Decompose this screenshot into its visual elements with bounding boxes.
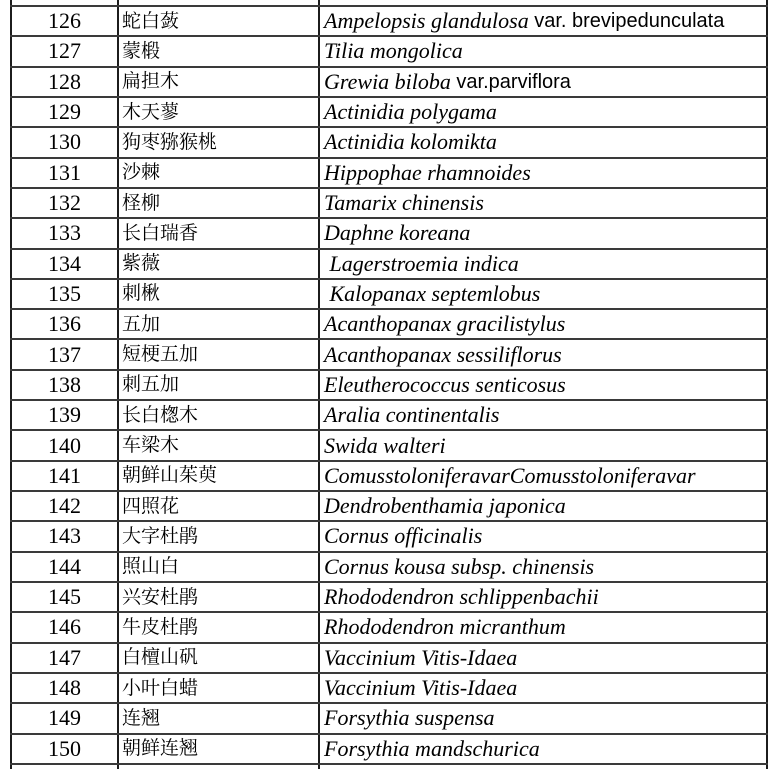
table-row [10,551,768,581]
chinese-name-cell [117,371,318,399]
row-number-cell [10,735,117,763]
latin-name-cell [318,492,768,520]
table-row [10,702,768,732]
table-row [10,369,768,399]
latin-name-italic: Kalopanax septemlobus [324,280,541,306]
chinese-name: 刺五加 [122,374,180,396]
table-row [10,217,768,247]
chinese-name: 车梁木 [122,435,180,457]
row-number-cell [10,219,117,247]
row-number: 148 [48,675,81,701]
species-table [10,0,768,769]
chinese-name-cell [117,735,318,763]
latin-name-italic: Tilia mongolica [324,38,463,64]
row-number: 126 [48,8,81,34]
chinese-name: 小叶白蜡 [122,677,199,699]
latin-name-cell [318,7,768,35]
row-number-cell [10,98,117,126]
latin-name-italic: Swida walteri [324,432,446,458]
chinese-name: 白檀山矾 [122,647,199,669]
row-number: 147 [48,644,81,670]
table-row [10,399,768,429]
table-row [10,460,768,490]
row-number-cell [10,68,117,96]
row-number-cell [10,765,117,769]
latin-name-italic: Vaccinium Vitis-Idaea [324,675,518,701]
chinese-name-cell [117,522,318,550]
latin-name-italic: Grewia biloba [324,68,457,94]
row-number-cell [10,674,117,702]
table-row [10,338,768,368]
chinese-name-cell [117,280,318,308]
row-number: 145 [48,584,81,610]
row-number: 134 [48,250,81,276]
chinese-name-cell [117,0,318,5]
table-row [10,278,768,308]
chinese-name-cell [117,310,318,338]
latin-name-italic: Lagerstroemia indica [324,250,519,276]
row-number: 149 [48,705,81,731]
latin-name-italic: Acanthopanax sessiliflorus [324,341,562,367]
table-row [10,308,768,338]
row-number: 138 [48,371,81,397]
chinese-name: 照山白 [122,556,180,578]
table-row [10,611,768,641]
row-number: 130 [48,129,81,155]
row-number-cell [10,189,117,217]
latin-name-cell [318,280,768,308]
latin-name-italic: Hippophae rhamnoides [324,159,531,185]
row-number-cell [10,522,117,550]
chinese-name: 狗枣猕猴桃 [122,131,218,153]
row-number: 133 [48,220,81,246]
latin-name-italic: Cornus kousa subsp. chinensis [324,553,595,579]
chinese-name: 长白瑞香 [122,222,199,244]
latin-name-italic: ComusstoloniferavarComusstoloniferavar [324,462,696,488]
row-number-cell [10,7,117,35]
row-number-cell [10,704,117,732]
row-number: 136 [48,311,81,337]
table-row [10,126,768,156]
latin-name-cell [318,189,768,217]
latin-name-cell [318,250,768,278]
chinese-name: 长白楤木 [122,404,199,426]
chinese-name: 蛇白蔹 [122,10,180,32]
latin-name-cell [318,613,768,641]
latin-name-cell [318,37,768,65]
chinese-name-cell [117,704,318,732]
chinese-name-cell [117,219,318,247]
row-number: 135 [48,280,81,306]
latin-name-italic: Vaccinium Vitis-Idaea [324,644,518,670]
latin-name-cell [318,644,768,672]
table-row [10,157,768,187]
chinese-name-cell [117,159,318,187]
row-number: 146 [48,614,81,640]
latin-name-cell [318,765,768,769]
chinese-name: 大字杜鹃 [122,525,199,547]
row-number-cell [10,583,117,611]
row-number-cell [10,250,117,278]
chinese-name: 紫薇 [122,253,161,275]
chinese-name: 蒙椴 [122,40,161,62]
latin-name-italic: Aralia continentalis [324,402,500,428]
row-number: 137 [48,341,81,367]
chinese-name-cell [117,189,318,217]
chinese-name-cell [117,7,318,35]
row-number-cell [10,371,117,399]
latin-name-cell [318,68,768,96]
row-number: 141 [48,462,81,488]
table-row [10,187,768,217]
chinese-name: 四照花 [122,495,180,517]
chinese-name: 朝鲜山茱萸 [122,465,218,487]
table-row [10,642,768,672]
table-row [10,520,768,550]
chinese-name-cell [117,250,318,278]
row-number: 128 [48,68,81,94]
row-number-cell [10,613,117,641]
table-row [10,5,768,35]
chinese-name: 扁担木 [122,71,180,93]
latin-name-italic: Ampelopsis glandulosa [324,8,535,34]
partial-row-below [10,763,768,769]
row-number: 129 [48,99,81,125]
chinese-name-cell [117,613,318,641]
chinese-name-cell [117,644,318,672]
latin-name-italic: Dendrobenthamia japonica [324,493,566,519]
latin-name-cell [318,553,768,581]
latin-name-cell [318,735,768,763]
latin-name-upright: var. brevipedunculata [534,10,725,33]
latin-name-cell [318,159,768,187]
row-number-cell [10,280,117,308]
table-row [10,581,768,611]
chinese-name-cell [117,674,318,702]
row-number-cell [10,310,117,338]
latin-name-upright: var.parviflora [456,70,571,93]
chinese-name: 沙棘 [122,162,161,184]
chinese-name-cell [117,462,318,490]
chinese-name-cell [117,340,318,368]
row-number: 140 [48,432,81,458]
row-number-cell [10,37,117,65]
row-number: 131 [48,159,81,185]
chinese-name-cell [117,765,318,769]
row-number-cell [10,644,117,672]
latin-name-cell [318,401,768,429]
chinese-name-cell [117,492,318,520]
latin-name-cell [318,522,768,550]
latin-name-italic: Daphne koreana [324,220,471,246]
row-number-cell [10,0,117,5]
row-number-cell [10,159,117,187]
latin-name-italic: Rhododendron schlippenbachii [324,584,599,610]
row-number: 139 [48,402,81,428]
latin-name-cell [318,128,768,156]
latin-name-cell [318,704,768,732]
table-row [10,96,768,126]
latin-name-italic: Forsythia suspensa [324,705,495,731]
latin-name-cell [318,462,768,490]
chinese-name-cell [117,553,318,581]
chinese-name: 木天蓼 [122,101,180,123]
partial-row-above [10,0,768,5]
chinese-name-cell [117,583,318,611]
row-number-cell [10,401,117,429]
row-number: 142 [48,493,81,519]
latin-name-italic: Actinidia polygama [324,99,497,125]
chinese-name-cell [117,128,318,156]
row-number-cell [10,340,117,368]
row-number-cell [10,492,117,520]
table-row [10,248,768,278]
latin-name-cell [318,219,768,247]
chinese-name: 短梗五加 [122,344,199,366]
latin-name-cell [318,431,768,459]
row-number-cell [10,128,117,156]
latin-name-italic: Actinidia kolomikta [324,129,497,155]
latin-name-italic: Acanthopanax gracilistylus [324,311,566,337]
row-number-cell [10,462,117,490]
table-row [10,35,768,65]
row-number: 127 [48,38,81,64]
chinese-name: 朝鲜连翘 [122,738,199,760]
chinese-name-cell [117,37,318,65]
chinese-name: 五加 [122,313,161,335]
latin-name-italic: Tamarix chinensis [324,190,484,216]
row-number: 144 [48,553,81,579]
table-row [10,66,768,96]
table-row [10,429,768,459]
chinese-name-cell [117,431,318,459]
chinese-name-cell [117,401,318,429]
latin-name-italic: Rhododendron micranthum [324,614,566,640]
latin-name-italic: Forsythia mandschurica [324,735,540,761]
latin-name-italic: Cornus officinalis [324,523,483,549]
latin-name-cell [318,371,768,399]
chinese-name: 柽柳 [122,192,161,214]
row-number: 143 [48,523,81,549]
row-number: 150 [48,735,81,761]
chinese-name-cell [117,98,318,126]
table-row [10,490,768,520]
latin-name-cell [318,583,768,611]
table-row [10,672,768,702]
chinese-name: 兴安杜鹃 [122,586,199,608]
table-row [10,733,768,763]
row-number-cell [10,431,117,459]
chinese-name: 刺楸 [122,283,161,305]
row-number: 132 [48,190,81,216]
chinese-name-cell [117,68,318,96]
chinese-name: 连翘 [122,707,161,729]
row-number-cell [10,553,117,581]
latin-name-cell [318,310,768,338]
latin-name-cell [318,340,768,368]
latin-name-italic: Eleutherococcus senticosus [324,371,566,397]
latin-name-cell [318,0,768,5]
latin-name-cell [318,98,768,126]
chinese-name: 牛皮杜鹃 [122,616,199,638]
latin-name-cell [318,674,768,702]
